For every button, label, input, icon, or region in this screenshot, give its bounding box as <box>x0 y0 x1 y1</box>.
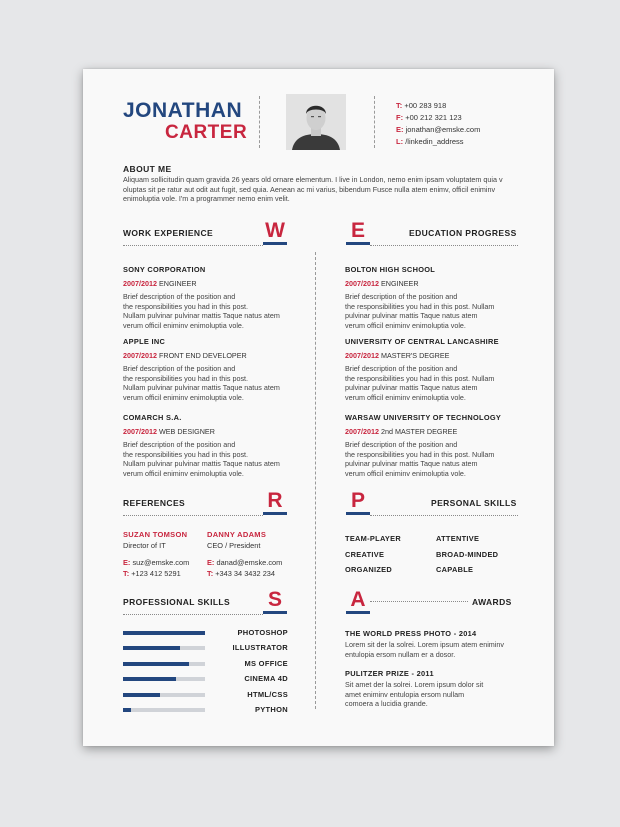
education-rule <box>370 245 518 246</box>
skill-name: HTML/CSS <box>247 689 288 699</box>
skill-bar <box>123 708 205 712</box>
work-item: APPLE INC 2007/2012 FRONT END DEVELOPER Brief description of the position and the responsibilities you had in this post. Nullam pulvinar pulvinar mattis Taque natus atem verum officil eniminv enimoluptia vole. <box>123 337 280 402</box>
skill-name: ILLUSTRATOR <box>232 643 288 653</box>
education-item: BOLTON HIGH SCHOOL 2007/2012 ENGINEER Brief description of the position and the responsibilities you had in this post. Nullam pulvinar pulvinar mattis Taque natus atem verum officil eniminv enimoluptia vole. <box>345 265 495 330</box>
contact-fax: F: +00 212 321 123 <box>396 113 462 122</box>
portrait-image <box>286 94 346 150</box>
skill-name: CINEMA 4D <box>244 674 288 684</box>
skill-bar <box>123 646 205 650</box>
skill-bar <box>123 677 205 681</box>
personal-skill: ORGANIZED <box>345 565 393 574</box>
education-letter: E <box>346 219 370 245</box>
personal-skills-right <box>436 531 498 578</box>
profile-photo <box>286 94 346 150</box>
about-text: Aliquam sollicitudin quam gravida 26 years old ornare elementum. I live in London, nemo enim ipsam voluptatem quia v oluptas sit pe ratur aut odit aut fugit, sed quia. Aenean ac mi varius, bibendum Fusce nulla atem enimv, officil eniminv enimoluptia vole. I'm a programmer nemo enim velit. <box>123 175 503 204</box>
references-title: REFERENCES <box>123 498 186 508</box>
awards-rule <box>370 601 468 602</box>
education-title: EDUCATION PROGRESS <box>409 228 517 238</box>
personal-skill: TEAM-PLAYER <box>345 534 401 543</box>
skill-bar-fill <box>123 646 180 650</box>
skill-row <box>123 628 288 643</box>
skill-row <box>123 690 288 705</box>
skill-row <box>123 674 288 689</box>
contact-phone: T: +00 283 918 <box>396 101 447 110</box>
work-letter: W <box>263 219 287 245</box>
skill-row <box>123 643 288 658</box>
education-item: UNIVERSITY OF CENTRAL LANCASHIRE 2007/2012 MASTER'S DEGREE Brief description of the position and the responsibilities you had in this post. Nullam pulvinar pulvinar mattis Taque natus atem verum officil eniminv enimoluptia vole. <box>345 337 499 402</box>
award-item: PULITZER PRIZE - 2011 Sit amet der la solrei. Lorem ipsum dolor sit amet eniminv entulopia ersom nullam comoera a lucidia grande. <box>345 669 484 709</box>
reference-card: SUZAN TOMSON Director of IT E: suz@emske.com T: +123 412 5291 <box>123 530 190 578</box>
skill-row <box>123 659 288 674</box>
personal-skill: CREATIVE <box>345 549 385 559</box>
professional-skills-title: PROFESSIONAL SKILLS <box>123 597 231 607</box>
first-name: JONATHAN <box>123 99 243 122</box>
references-letter: R <box>263 489 287 515</box>
skill-bar <box>123 662 205 666</box>
awards-title: AWARDS <box>472 597 512 607</box>
awards-letter: A <box>346 588 370 614</box>
skill-bar-fill <box>123 693 160 697</box>
skill-bar-fill <box>123 708 131 712</box>
personal-skills-letter: P <box>346 489 370 515</box>
skill-name: PYTHON <box>254 704 288 714</box>
education-item: WARSAW UNIVERSITY OF TECHNOLOGY 2007/2012 2nd MASTER DEGREE Brief description of the position and the responsibilities you had in this post. Nullam pulvinar pulvinar mattis Taque natus atem verum officil eniminv enimoluptia vole. <box>345 413 502 478</box>
skill-row <box>123 705 288 720</box>
professional-skills-letter: S <box>263 588 287 614</box>
personal-skill: CAPABLE <box>436 565 474 574</box>
skill-bar <box>123 693 205 697</box>
skill-bar-fill <box>123 677 176 681</box>
center-divider <box>315 252 316 709</box>
contact-email: E: jonathan@emske.com <box>396 125 481 134</box>
personal-skills-title: PERSONAL SKILLS <box>431 498 517 508</box>
references-rule <box>123 515 263 516</box>
work-title: WORK EXPERIENCE <box>123 228 214 238</box>
personal-skills-left <box>345 531 401 578</box>
personal-skill: BROAD-MINDED <box>436 549 499 559</box>
skill-bar-fill <box>123 631 205 635</box>
skill-name: MS OFFICE <box>244 658 288 668</box>
personal-skills-rule <box>370 515 518 516</box>
header-divider-left <box>259 96 260 148</box>
skill-name: PHOTOSHOP <box>237 628 288 637</box>
professional-skills-list <box>123 628 288 720</box>
award-item: THE WORLD PRESS PHOTO - 2014 Lorem sit der la solrei. Lorem ipsum atem eniminv entulopia ersom nullam er a dosor. <box>345 629 504 659</box>
about-title: ABOUT ME <box>123 164 172 174</box>
work-rule <box>123 245 263 246</box>
personal-skill: ATTENTIVE <box>436 534 480 543</box>
professional-skills-rule <box>123 614 263 615</box>
reference-card: DANNY ADAMS CEO / President E: danad@emske.com T: +343 34 3432 234 <box>207 530 283 578</box>
skill-bar <box>123 631 205 635</box>
work-item: COMARCH S.A. 2007/2012 WEB DESIGNER Brief description of the position and the responsibilities you had in this post. Nullam pulvinar pulvinar mattis Taque natus atem verum officil eniminv enimoluptia vole. <box>123 413 280 478</box>
contact-linkedin: L: /linkedin_address <box>396 137 464 146</box>
skill-bar-fill <box>123 662 189 666</box>
work-item: SONY CORPORATION 2007/2012 ENGINEER Brief description of the position and the responsibilities you had in this post. Nullam pulvinar pulvinar mattis Taque natus atem verum officil eniminv enimoluptia vole. <box>123 265 280 330</box>
resume-page <box>83 69 554 746</box>
header-divider-right <box>374 96 375 148</box>
contact-block <box>396 100 480 148</box>
last-name: CARTER <box>165 122 248 143</box>
